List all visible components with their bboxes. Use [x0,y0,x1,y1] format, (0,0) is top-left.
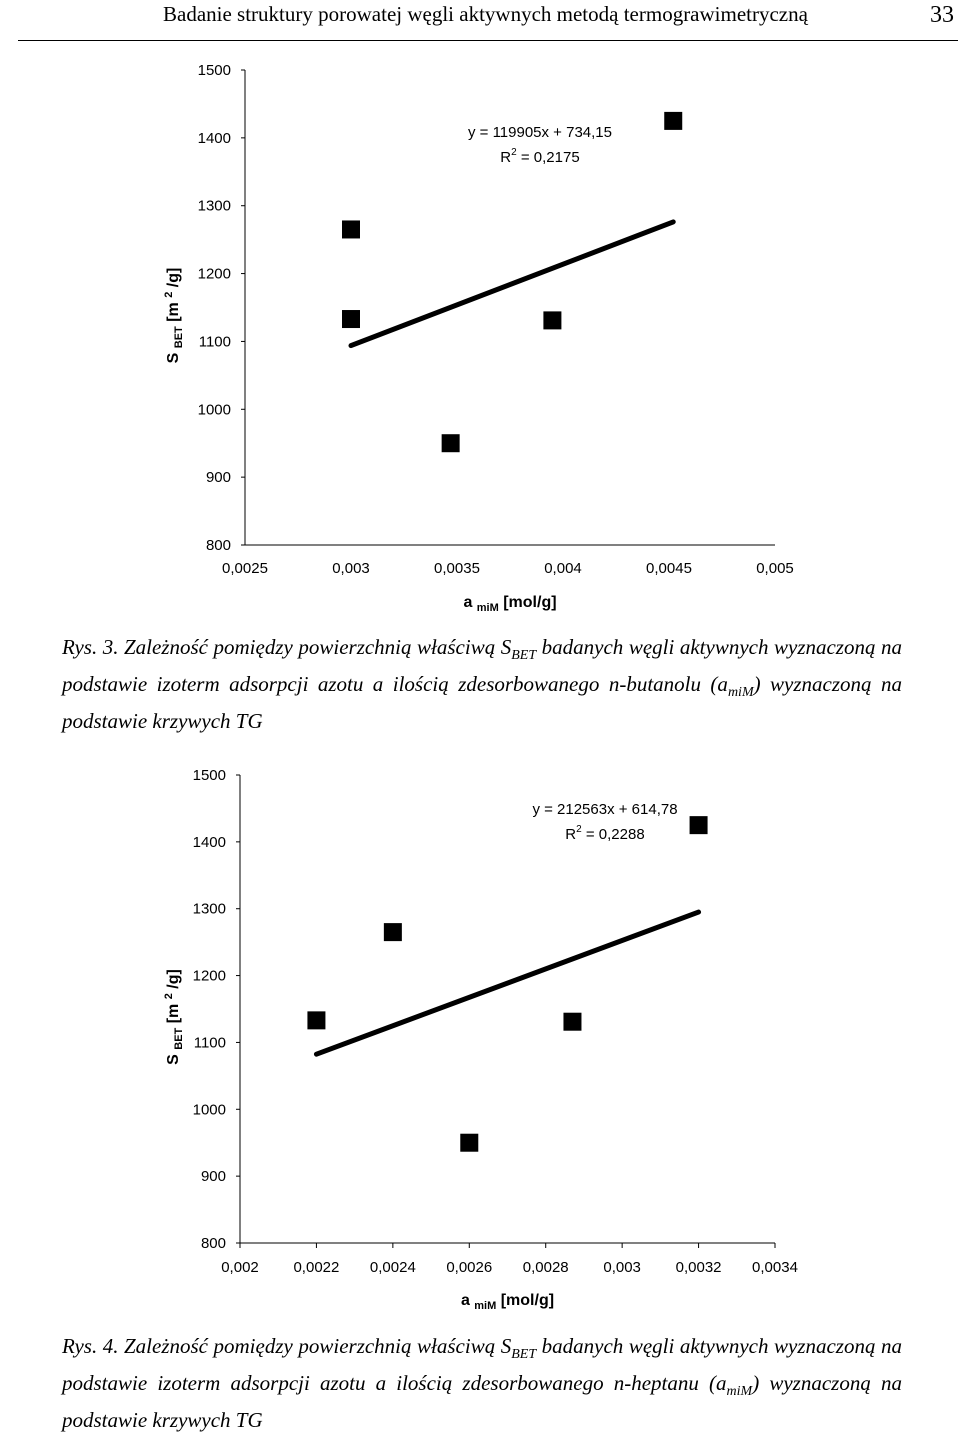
caption-text: Zależność pomiędzy powierzchnią właściwą S [124,635,512,659]
figure-4-caption [62,1332,902,1434]
data-point [664,112,682,130]
y-tick-label: 1400 [192,833,226,851]
caption-subscript: miM [727,685,754,701]
figure-4-chart [0,745,960,1325]
x-tick-label: 0,0022 [293,1259,340,1276]
data-point [563,1013,581,1031]
y-tick-label: 1000 [192,1101,226,1119]
trend-equation: y = 212563x + 614,78 [532,801,678,818]
scatter-chart-svg [0,40,960,620]
caption-text: badanych węgli aktywnych wyznaczoną na podstawie izoterm adsorpcji azotu a ilością zdesorbowanego n-butanolu (a [62,635,903,697]
caption-subscript: BET [511,648,537,664]
y-tick-label: 800 [200,1235,226,1252]
y-tick-label: 1500 [192,767,226,784]
trendline [351,222,673,346]
caption-label: Rys. 3. [62,635,119,659]
caption-text: ) wyznaczoną na podstawie krzywych TG [62,1371,902,1433]
figure-3-caption [62,633,902,735]
running-title: Badanie struktury porowatej węgli aktywnych metodą termograwimetryczną [163,2,808,26]
x-tick-label: 0,0026 [446,1259,493,1276]
page-header [18,2,958,41]
data-point [543,311,561,329]
data-point [342,310,360,328]
x-tick-label: 0,003 [332,560,370,577]
y-tick-label: 1200 [192,967,226,985]
x-tick-label: 0,0032 [675,1259,722,1276]
x-tick-label: 0,0028 [522,1259,569,1276]
x-tick-label: 0,0024 [369,1259,416,1276]
y-tick-label: 800 [205,537,231,554]
x-tick-label: 0,0025 [222,560,268,577]
y-tick-label: 1500 [197,62,231,79]
y-tick-label: 1300 [192,900,226,918]
y-tick-label: 1400 [197,129,231,147]
caption-subscript: BET [511,1347,537,1363]
x-axis-title: a $_{miM}$ [mol/g] [463,594,557,614]
data-point [690,816,708,834]
data-point [342,220,360,238]
x-tick-label: 0,003 [603,1259,641,1276]
r-squared: $R^2 = 0,2288$ [565,824,645,843]
x-tick-label: 0,004 [544,560,582,577]
y-tick-label: 1100 [193,1034,226,1052]
y-tick-label: 1300 [197,197,231,215]
caption-label: Rys. 4. [62,1334,119,1358]
caption-subscript: miM [726,1384,753,1400]
y-tick-label: 900 [205,469,231,487]
x-tick-label: 0,002 [221,1259,259,1276]
figure-3-chart [0,40,960,620]
trendline [316,912,698,1054]
data-point [442,434,460,452]
y-tick-label: 900 [200,1168,226,1186]
x-tick-label: 0,0034 [752,1259,798,1276]
scatter-chart-svg [0,745,960,1325]
y-axis-title: S $_{BET}$ [m $^2$ /g] [163,969,185,1065]
x-axis-title: a $_{miM}$ [mol/g] [460,1292,555,1312]
y-tick-label: 1000 [197,401,231,419]
caption-text: badanych węgli aktywnych wyznaczoną na podstawie izoterm adsorpcji azotu a ilością zdesorbowanego n-heptanu (a [62,1334,903,1396]
trend-equation: y = 119905x + 734,15 [467,124,613,141]
caption-text: ) wyznaczoną na podstawie krzywych TG [62,672,902,734]
y-tick-label: 1200 [197,265,231,283]
data-point [384,923,402,941]
data-point [460,1134,478,1152]
y-axis-title: S $_{BET}$ [m $^2$ /g] [163,267,185,364]
caption-text: Zależność pomiędzy powierzchnią właściwą S [124,1334,512,1358]
y-tick-label: 1100 [198,333,231,351]
x-tick-label: 0,0035 [434,560,480,577]
data-point [307,1011,325,1029]
x-tick-label: 0,0045 [646,560,692,577]
r-squared: $R^2 = 0,2175$ [500,147,580,166]
x-tick-label: 0,005 [756,560,794,577]
page-number: 33 [930,2,954,28]
